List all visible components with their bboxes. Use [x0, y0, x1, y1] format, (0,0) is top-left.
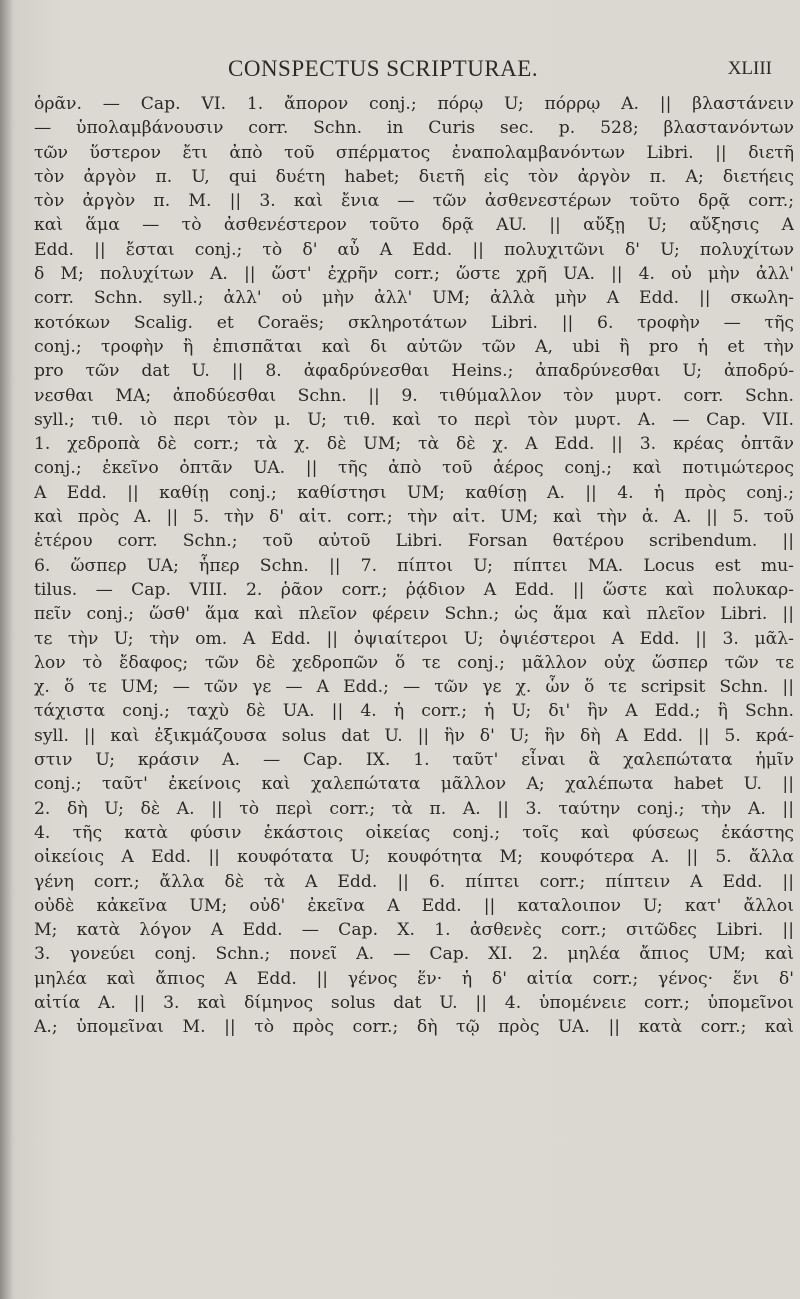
text-line: τὸν ἀργὸν π. U, qui δυέτη habet; διετῆ εἰς τὸν ἀργὸν π. A; διετήεις — [34, 166, 794, 187]
text-line: 2. δὴ U; δὲ A. || τὸ περὶ corr.; τὰ π. A. || 3. ταύτην conj.; τὴν A. || — [34, 798, 794, 819]
text-line: γένη corr.; ἄλλα δὲ τὰ A Edd. || 6. πίπτει corr.; πίπτειν A Edd. || — [34, 871, 794, 892]
page-gutter — [0, 0, 12, 1299]
text-line: conj.; τροφὴν ἢ ἐπισπᾶται καὶ δι αὐτῶν τῶν A, ubi ἢ pro ἡ et τὴν — [34, 336, 794, 357]
running-title: CONSPECTUS SCRIPTURAE. — [228, 56, 539, 81]
text-line: στιν U; κράσιν A. — Cap. IX. 1. ταῦτ' εἶναι ἃ χαλεπώτατα ἡμῖν — [34, 750, 794, 771]
text-line: δ M; πολυχίτων A. || ὥστ' ἐχρῆν corr.; ὥστε χρῆ UA. || 4. οὐ μὴν ἀλλ' — [34, 264, 794, 285]
page-number: XLIII — [727, 58, 772, 79]
text-line: τε τὴν U; τὴν om. A Edd. || ὀψιαίτεροι U; ὀψιέστεροι A Edd. || 3. μᾶλ- — [34, 628, 794, 649]
text-line: M; κατὰ λόγον A Edd. — Cap. X. 1. ἀσθενὲς corr.; σιτῶδες Libri. || — [34, 920, 794, 941]
text-line: χ. ὅ τε UM; — τῶν γε — A Edd.; — τῶν γε χ. ὧν ὅ τε scripsit Schn. || — [34, 677, 794, 698]
text-line: conj.; ἐκεῖνο ὀπτᾶν UA. || τῆς ἀπὸ τοῦ ἀέρος conj.; καὶ ποτιμώτερος — [34, 458, 794, 479]
text-line: syll. || καὶ ἐξικμάζουσα solus dat U. || ἣν δ' U; ἣν δὴ A Edd. || 5. κρά- — [34, 725, 794, 746]
text-line: Edd. || ἔσται conj.; τὸ δ' αὖ A Edd. || πολυχιτῶνι δ' U; πολυχίτων — [34, 239, 794, 260]
text-line: οὐδὲ κἀκεῖνα UM; οὐδ' ἐκεῖνα A Edd. || καταλοιπον U; κατ' ἄλλοι — [34, 895, 794, 916]
text-line: conj.; ταῦτ' ἐκείνοις καὶ χαλεπώτατα μᾶλλον A; χαλέπωτα habet U. || — [34, 774, 794, 795]
text-line: τὸν ἀργὸν π. M. || 3. καὶ ἔνια — τῶν ἀσθενεστέρων τοῦτο δρᾷ corr.; — [34, 191, 794, 212]
text-line: corr. Schn. syll.; ἀλλ' οὐ μὴν ἀλλ' UM; ἀλλὰ μὴν A Edd. || σκωλη- — [34, 288, 794, 309]
text-line: A Edd. || καθίῃ conj.; καθίστησι UM; καθίσῃ A. || 4. ἡ πρὸς conj.; — [34, 482, 794, 503]
text-line: pro τῶν dat U. || 8. ἀφαδρύνεσθαι Heins.; ἀπαδρύνεσθαι U; ἀποδρύ- — [34, 361, 794, 382]
text-line: syll.; τιθ. ιὸ περι τὸν μ. U; τιθ. καὶ το περὶ τὸν μυρτ. A. — Cap. VII. — [34, 409, 794, 430]
text-line: 4. τῆς κατὰ φύσιν ἑκάστοις οἰκείας conj.; τοῖς καὶ φύσεως ἑκάστης — [34, 822, 794, 843]
text-line: ἑτέρου corr. Schn.; τοῦ αὐτοῦ Libri. Forsan θατέρου scribendum. || — [34, 531, 794, 552]
text-line: 1. χεδροπὰ δὲ corr.; τὰ χ. δὲ UM; τὰ δὲ χ. A Edd. || 3. κρέας ὀπτᾶν — [34, 434, 794, 455]
text-line: μηλέα καὶ ἄπιος A Edd. || γένος ἕν· ἡ δ' αἰτία corr.; γένος· ἕνι δ' — [34, 968, 794, 989]
text-line: καὶ ἅμα — τὸ ἀσθενέστερον τοῦτο δρᾷ AU. || αὔξῃ U; αὔξησις A — [34, 215, 794, 236]
text-line: 3. γονεύει conj. Schn.; πονεῖ A. — Cap. XI. 2. μηλέα ἄπιος UM; καὶ — [34, 944, 794, 965]
text-line: καὶ πρὸς A. || 5. τὴν δ' αἰτ. corr.; τὴν αἰτ. UM; καὶ τὴν ἀ. A. || 5. τοῦ — [34, 507, 794, 528]
text-line: tilus. — Cap. VIII. 2. ῥᾶον corr.; ῥᾴδιον A Edd. || ὥστε καὶ πολυκαρ- — [34, 579, 794, 600]
text-line: οἰκείοις A Edd. || κουφότατα U; κουφότητα M; κουφότερα A. || 5. ἄλλα — [34, 847, 794, 868]
text-line: 6. ὥσπερ UA; ἧπερ Schn. || 7. πίπτοι U; πίπτει MA. Locus est mu- — [34, 555, 794, 576]
text-line: πεῖν conj.; ὥσθ' ἅμα καὶ πλεῖον φέρειν Schn.; ὡς ἅμα καὶ πλεῖον Libri. || — [34, 604, 794, 625]
text-line: A.; ὑπομεῖναι M. || τὸ πρὸς corr.; δὴ τῷ πρὸς UA. || κατὰ corr.; καὶ — [34, 1017, 794, 1038]
text-line: τάχιστα conj.; ταχὺ δὲ UA. || 4. ἡ corr.; ἡ U; δι' ἣν A Edd.; ἣ Schn. — [34, 701, 794, 722]
apparatus-text — [34, 92, 794, 1040]
text-line: — ὑπολαμβάνουσιν corr. Schn. in Curis sec. p. 528; βλαστανόντων — [34, 118, 794, 139]
text-line: αἰτία A. || 3. καὶ δίμηνος solus dat U. || 4. ὑπομένειε corr.; ὑπομεῖνοι — [34, 992, 794, 1013]
text-line: νεσθαι MA; ἀποδύεσθαι Schn. || 9. τιθύμαλλον τὸν μυρτ. corr. Schn. — [34, 385, 794, 406]
text-line: ὁρᾶν. — Cap. VI. 1. ἄπορον conj.; πόρῳ U; πόρρῳ A. || βλαστάνειν — [34, 94, 794, 114]
text-line: λον τὸ ἔδαφος; τῶν δὲ χεδροπῶν ὅ τε conj.; μᾶλλον οὐχ ὥσπερ τῶν τε — [34, 652, 794, 673]
running-header — [60, 50, 778, 86]
text-line: τῶν ὕστερον ἔτι ἀπὸ τοῦ σπέρματος ἐναπολαμβανόντων Libri. || διετῆ — [34, 142, 794, 163]
text-line: κοτόκων Scalig. et Coraës; σκληροτάτων Libri. || 6. τροφὴν — τῆς — [34, 312, 794, 333]
